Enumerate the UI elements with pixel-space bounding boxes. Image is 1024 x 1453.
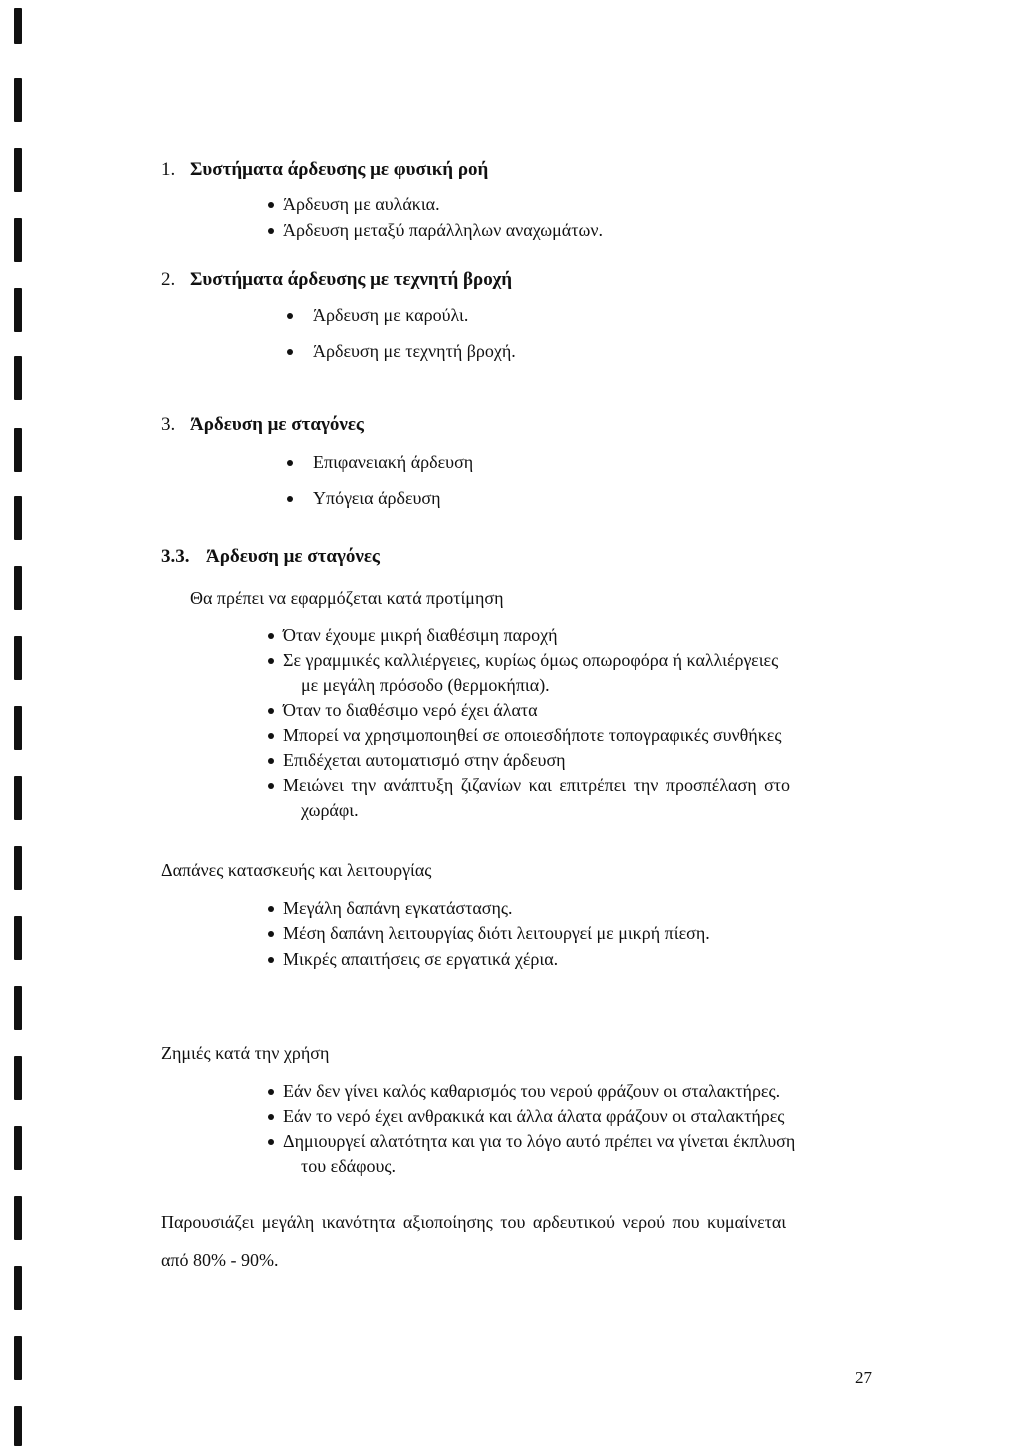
edge-mark bbox=[14, 636, 22, 680]
list-item: Όταν έχουμε μικρή διαθέσιμη παροχή bbox=[283, 625, 558, 645]
edge-mark bbox=[14, 1126, 22, 1170]
bullet-icon bbox=[268, 1114, 274, 1120]
edge-mark bbox=[14, 8, 22, 44]
bullet-icon bbox=[268, 658, 274, 664]
bullet-icon bbox=[268, 708, 274, 714]
section-2-title: Συστήματα άρδευσης με τεχνητή βροχή bbox=[190, 269, 513, 290]
edge-mark bbox=[14, 148, 22, 192]
edge-mark bbox=[14, 566, 22, 610]
list-item: Εάν δεν γίνει καλός καθαρισμός του νερού φράζουν οι σταλακτήρες. bbox=[283, 1081, 781, 1101]
edge-mark bbox=[14, 776, 22, 820]
list-item: Μέση δαπάνη λειτουργίας διότι λειτουργεί με μικρή πίεση. bbox=[283, 923, 710, 943]
damages-title: Ζημιές κατά την χρήση bbox=[161, 1043, 330, 1063]
section-2-number: 2. bbox=[161, 269, 176, 290]
edge-mark bbox=[14, 1266, 22, 1310]
section-3-title: Άρδευση με σταγόνες bbox=[190, 414, 364, 435]
list-item-continuation: του εδάφους. bbox=[301, 1156, 397, 1176]
edge-mark bbox=[14, 1336, 22, 1380]
list-item: Όταν το διαθέσιμο νερό έχει άλατα bbox=[283, 700, 538, 720]
bullet-icon bbox=[268, 1089, 274, 1095]
bullet-icon bbox=[268, 957, 274, 963]
bullet-icon bbox=[287, 460, 293, 466]
bullet-icon bbox=[287, 313, 293, 319]
section-1-title: Συστήματα άρδευσης με φυσική ροή bbox=[190, 159, 489, 180]
bullet-icon bbox=[268, 202, 274, 208]
costs-title: Δαπάνες κατασκευής και λειτουργίας bbox=[161, 860, 432, 880]
list-item: Μειώνει την ανάπτυξη ζιζανίων και επιτρέπει την προσπέλαση στο bbox=[283, 775, 791, 795]
closing-paragraph-line-1: Παρουσιάζει μεγάλη ικανότητα αξιοποίησης του αρδευτικού νερού που κυμαίνεται bbox=[161, 1212, 787, 1232]
section-3-number: 3. bbox=[161, 414, 176, 435]
list-item: Εάν το νερό έχει ανθρακικά και άλλα άλατα φράζουν οι σταλακτήρες bbox=[283, 1106, 785, 1126]
section-3-3-intro: Θα πρέπει να εφαρμόζεται κατά προτίμηση bbox=[190, 588, 504, 608]
edge-mark bbox=[14, 916, 22, 960]
edge-mark bbox=[14, 356, 22, 400]
edge-mark bbox=[14, 1406, 22, 1446]
bullet-icon bbox=[268, 633, 274, 639]
list-item: Δημιουργεί αλατότητα και για το λόγο αυτό πρέπει να γίνεται έκπλυση bbox=[283, 1131, 796, 1151]
edge-mark bbox=[14, 1056, 22, 1100]
edge-mark bbox=[14, 1196, 22, 1240]
list-item: Επιφανειακή άρδευση bbox=[313, 452, 474, 472]
section-3-3-number: 3.3. bbox=[161, 546, 190, 567]
edge-mark bbox=[14, 78, 22, 122]
edge-mark bbox=[14, 846, 22, 890]
bullet-icon bbox=[268, 783, 274, 789]
list-item-continuation: χωράφι. bbox=[301, 800, 359, 820]
page-number: 27 bbox=[855, 1368, 872, 1387]
list-item: Σε γραμμικές καλλιέργειες, κυρίως όμως οπωροφόρα ή καλλιέργειες bbox=[283, 650, 779, 670]
bullet-icon bbox=[287, 496, 293, 502]
bullet-icon bbox=[287, 349, 293, 355]
bullet-icon bbox=[268, 906, 274, 912]
list-item: Μεγάλη δαπάνη εγκατάστασης. bbox=[283, 898, 513, 918]
list-item: Άρδευση με αυλάκια. bbox=[283, 194, 440, 214]
edge-mark bbox=[14, 986, 22, 1030]
edge-mark bbox=[14, 218, 22, 262]
section-3-3-title: Άρδευση με σταγόνες bbox=[206, 546, 380, 567]
edge-mark bbox=[14, 428, 22, 472]
list-item: Μικρές απαιτήσεις σε εργατικά χέρια. bbox=[283, 949, 559, 969]
list-item-continuation: με μεγάλη πρόσοδο (θερμοκήπια). bbox=[301, 675, 550, 695]
bullet-icon bbox=[268, 931, 274, 937]
edge-mark bbox=[14, 496, 22, 540]
list-item: Άρδευση μεταξύ παράλληλων αναχωμάτων. bbox=[283, 220, 603, 240]
bullet-icon bbox=[268, 228, 274, 234]
bullet-icon bbox=[268, 758, 274, 764]
bullet-icon bbox=[268, 1139, 274, 1145]
bullet-icon bbox=[268, 733, 274, 739]
section-1-number: 1. bbox=[161, 159, 176, 180]
closing-paragraph-line-2: από 80% - 90%. bbox=[161, 1250, 279, 1270]
edge-mark bbox=[14, 706, 22, 750]
list-item: Άρδευση με καρούλι. bbox=[313, 305, 469, 325]
list-item: Υπόγεια άρδευση bbox=[313, 488, 441, 508]
list-item: Μπορεί να χρησιμοποιηθεί σε οποιεσδήποτε τοπογραφικές συνθήκες bbox=[283, 725, 782, 745]
edge-mark bbox=[14, 288, 22, 332]
list-item: Επιδέχεται αυτοματισμό στην άρδευση bbox=[283, 750, 566, 770]
list-item: Άρδευση με τεχνητή βροχή. bbox=[313, 341, 516, 361]
